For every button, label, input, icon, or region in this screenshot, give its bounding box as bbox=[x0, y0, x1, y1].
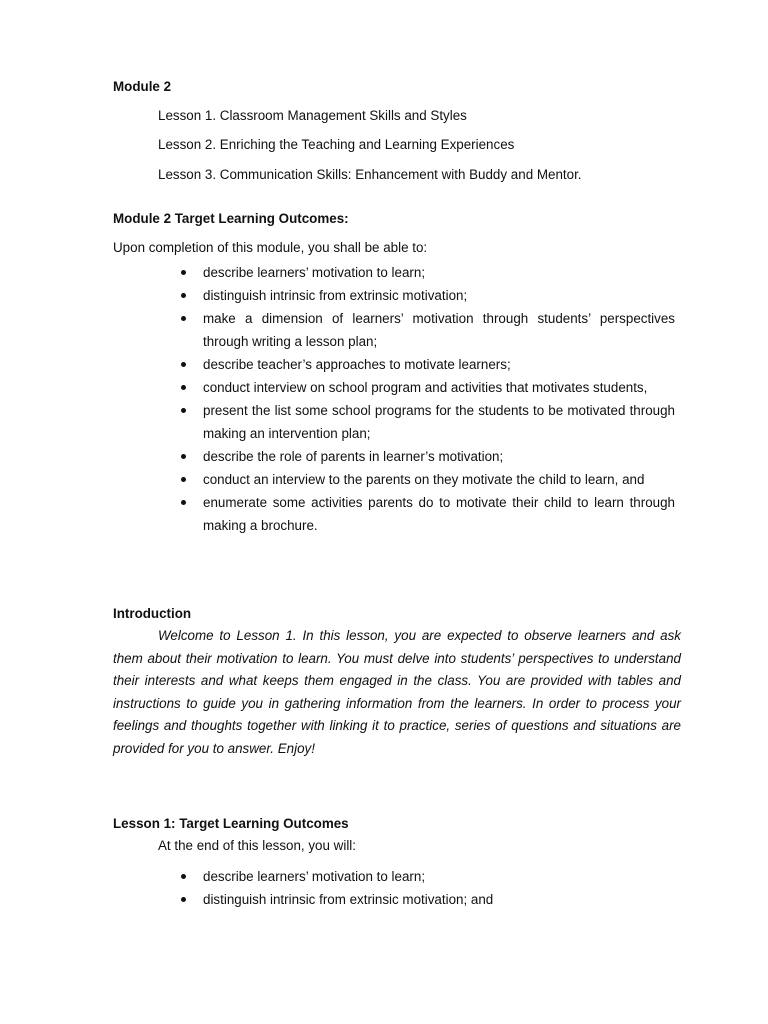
bullet-icon bbox=[181, 477, 186, 482]
list-item-text: enumerate some activities parents do to motivate their child to learn through making a brochure. bbox=[203, 495, 675, 533]
list-item bbox=[179, 865, 675, 888]
outcomes-intro: Upon completion of this module, you shall be able to: bbox=[113, 240, 428, 255]
module-lesson-1: Lesson 1. Classroom Management Skills and Styles bbox=[158, 108, 467, 123]
list-item bbox=[179, 284, 675, 307]
list-item-text: distinguish intrinsic from extrinsic motivation; bbox=[203, 288, 468, 303]
list-item-text: describe learners’ motivation to learn; bbox=[203, 265, 426, 280]
list-item bbox=[179, 353, 675, 376]
list-item-text: distinguish intrinsic from extrinsic motivation; and bbox=[203, 892, 494, 907]
list-item bbox=[179, 307, 675, 353]
list-item bbox=[179, 468, 675, 491]
outcomes-list bbox=[179, 261, 675, 537]
list-item bbox=[179, 445, 675, 468]
bullet-icon bbox=[181, 293, 186, 298]
bullet-icon bbox=[181, 316, 186, 321]
introduction-heading: Introduction bbox=[113, 606, 192, 621]
list-item bbox=[179, 888, 675, 911]
outcomes-heading: Module 2 Target Learning Outcomes: bbox=[113, 211, 349, 226]
list-item-text: make a dimension of learners’ motivation through students’ perspectives through writing a lesson plan; bbox=[203, 311, 675, 349]
lesson1-outcomes-list bbox=[179, 865, 675, 911]
lesson1-heading: Lesson 1: Target Learning Outcomes bbox=[113, 816, 349, 831]
bullet-icon bbox=[181, 408, 186, 413]
bullet-icon bbox=[181, 385, 186, 390]
list-item bbox=[179, 261, 675, 284]
introduction-body: Welcome to Lesson 1. In this lesson, you are expected to observe learners and ask them about their motivation to learn. You must delve into students’ perspectives to understand their interests and what keeps them engaged in the class. You are provided with tables and instructions to guide you in gathering information from the learners. In order to process your feelings and thoughts together with linking it to practice, series of questions and situations are provided for you to answer. Enjoy! bbox=[113, 628, 681, 756]
list-item-text: conduct interview on school program and activities that motivates students, bbox=[203, 380, 648, 395]
list-item-text: describe the role of parents in learner’s motivation; bbox=[203, 449, 504, 464]
module-lesson-2: Lesson 2. Enriching the Teaching and Learning Experiences bbox=[158, 137, 515, 152]
list-item-text: describe teacher’s approaches to motivate learners; bbox=[203, 357, 511, 372]
list-item-text: conduct an interview to the parents on they motivate the child to learn, and bbox=[203, 472, 645, 487]
module-lesson-3: Lesson 3. Communication Skills: Enhancement with Buddy and Mentor. bbox=[158, 167, 582, 182]
bullet-icon bbox=[181, 362, 186, 367]
list-item bbox=[179, 399, 675, 445]
lesson1-intro: At the end of this lesson, you will: bbox=[158, 838, 356, 853]
bullet-icon bbox=[181, 500, 186, 505]
bullet-icon bbox=[181, 897, 186, 902]
list-item bbox=[179, 491, 675, 537]
list-item-text: describe learners’ motivation to learn; bbox=[203, 869, 426, 884]
bullet-icon bbox=[181, 874, 186, 879]
bullet-icon bbox=[181, 454, 186, 459]
bullet-icon bbox=[181, 270, 186, 275]
list-item-text: present the list some school programs for the students to be motivated through making an intervention plan; bbox=[203, 403, 675, 441]
module-title: Module 2 bbox=[113, 79, 172, 94]
list-item bbox=[179, 376, 675, 399]
